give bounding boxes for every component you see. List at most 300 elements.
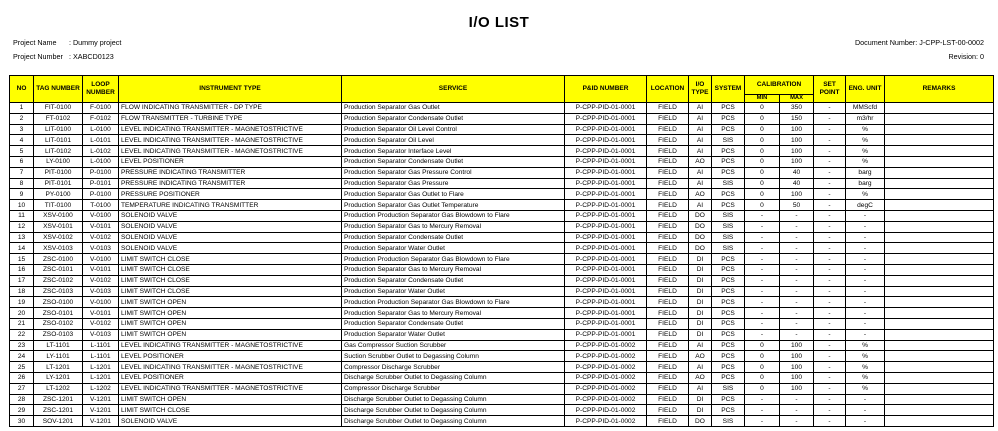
cell-system: PCS xyxy=(712,167,745,178)
cell-service: Production Separator Interface Level xyxy=(342,146,565,157)
cell-pid-number: P-CPP-PID-01-0001 xyxy=(565,178,647,189)
cell-pid-number: P-CPP-PID-01-0001 xyxy=(565,254,647,265)
cell-instrument-type: FLOW INDICATING TRANSMITTER - DP TYPE xyxy=(119,103,342,114)
cell-set-point: - xyxy=(814,372,846,383)
cell-location: FIELD xyxy=(647,394,689,405)
table-row xyxy=(10,318,994,329)
cell-cal-min: - xyxy=(745,210,780,221)
cell-cal-min: - xyxy=(745,405,780,416)
cell-instrument-type: LEVEL POSITIONER xyxy=(119,372,342,383)
cell-cal-max: 150 xyxy=(780,113,814,124)
cell-pid-number: P-CPP-PID-01-0002 xyxy=(565,340,647,351)
cell-cal-max: 100 xyxy=(780,135,814,146)
header-remarks: REMARKS xyxy=(885,76,994,103)
cell-location: FIELD xyxy=(647,221,689,232)
cell-loop-number: V-0100 xyxy=(83,254,119,265)
cell-cal-min: - xyxy=(745,275,780,286)
table-row xyxy=(10,156,994,167)
cell-eng-unit: % xyxy=(846,189,885,200)
cell-io-type: DO xyxy=(689,243,712,254)
cell-loop-number: F-0100 xyxy=(83,103,119,114)
cell-eng-unit: - xyxy=(846,318,885,329)
cell-eng-unit: - xyxy=(846,416,885,427)
table-row xyxy=(10,254,994,265)
cell-service: Production Separator Gas to Mercury Removal xyxy=(342,308,565,319)
cell-loop-number: V-0102 xyxy=(83,318,119,329)
cell-remarks xyxy=(885,416,994,427)
cell-cal-min: 0 xyxy=(745,135,780,146)
cell-instrument-type: LIMIT SWITCH CLOSE xyxy=(119,286,342,297)
table-row xyxy=(10,146,994,157)
cell-io-type: AI xyxy=(689,167,712,178)
cell-cal-max: - xyxy=(780,254,814,265)
cell-loop-number: P-0101 xyxy=(83,178,119,189)
cell-remarks xyxy=(885,135,994,146)
cell-location: FIELD xyxy=(647,113,689,124)
cell-no: 29 xyxy=(10,405,34,416)
cell-tag-number: ZSC-0100 xyxy=(34,254,83,265)
cell-tag-number: LT-1101 xyxy=(34,340,83,351)
cell-instrument-type: LIMIT SWITCH CLOSE xyxy=(119,275,342,286)
cell-service: Discharge Scrubber Outlet to Degassing Column xyxy=(342,405,565,416)
cell-system: PCS xyxy=(712,275,745,286)
cell-tag-number: PIT-0101 xyxy=(34,178,83,189)
cell-cal-min: - xyxy=(745,318,780,329)
cell-location: FIELD xyxy=(647,297,689,308)
cell-io-type: AI xyxy=(689,146,712,157)
cell-pid-number: P-CPP-PID-01-0002 xyxy=(565,383,647,394)
cell-loop-number: L-1101 xyxy=(83,351,119,362)
cell-no: 7 xyxy=(10,167,34,178)
cell-loop-number: V-0101 xyxy=(83,221,119,232)
cell-eng-unit: - xyxy=(846,308,885,319)
cell-service: Discharge Scrubber Outlet to Degassing Column xyxy=(342,416,565,427)
cell-io-type: DI xyxy=(689,405,712,416)
cell-instrument-type: PRESSURE INDICATING TRANSMITTER xyxy=(119,178,342,189)
cell-no: 19 xyxy=(10,297,34,308)
cell-location: FIELD xyxy=(647,254,689,265)
cell-remarks xyxy=(885,329,994,340)
cell-cal-max: 100 xyxy=(780,189,814,200)
cell-cal-max: - xyxy=(780,405,814,416)
cell-pid-number: P-CPP-PID-01-0001 xyxy=(565,124,647,135)
cell-remarks xyxy=(885,200,994,211)
cell-cal-max: 100 xyxy=(780,340,814,351)
cell-eng-unit: % xyxy=(846,156,885,167)
cell-remarks xyxy=(885,372,994,383)
cell-remarks xyxy=(885,286,994,297)
cell-no: 30 xyxy=(10,416,34,427)
cell-system: PCS xyxy=(712,318,745,329)
cell-remarks xyxy=(885,232,994,243)
cell-remarks xyxy=(885,254,994,265)
cell-eng-unit: - xyxy=(846,254,885,265)
cell-no: 22 xyxy=(10,329,34,340)
cell-tag-number: XSV-0100 xyxy=(34,210,83,221)
cell-pid-number: P-CPP-PID-01-0001 xyxy=(565,264,647,275)
cell-io-type: AI xyxy=(689,200,712,211)
cell-io-type: AI xyxy=(689,124,712,135)
cell-tag-number: PIT-0100 xyxy=(34,167,83,178)
cell-system: SIS xyxy=(712,210,745,221)
cell-cal-max: - xyxy=(780,394,814,405)
cell-cal-max: - xyxy=(780,221,814,232)
cell-instrument-type: LEVEL POSITIONER xyxy=(119,156,342,167)
cell-instrument-type: SOLENOID VALVE xyxy=(119,232,342,243)
cell-pid-number: P-CPP-PID-01-0001 xyxy=(565,135,647,146)
cell-cal-max: 350 xyxy=(780,103,814,114)
cell-cal-max: 40 xyxy=(780,178,814,189)
cell-tag-number: LIT-0100 xyxy=(34,124,83,135)
cell-tag-number: ZSO-0101 xyxy=(34,308,83,319)
cell-io-type: DO xyxy=(689,416,712,427)
cell-eng-unit: barg xyxy=(846,178,885,189)
cell-cal-max: 100 xyxy=(780,383,814,394)
cell-tag-number: PY-0100 xyxy=(34,189,83,200)
table-row xyxy=(10,135,994,146)
cell-io-type: DO xyxy=(689,232,712,243)
cell-service: Compressor Discharge Scrubber xyxy=(342,383,565,394)
cell-no: 9 xyxy=(10,189,34,200)
cell-loop-number: V-0102 xyxy=(83,232,119,243)
cell-remarks xyxy=(885,394,994,405)
cell-system: PCS xyxy=(712,156,745,167)
table-row xyxy=(10,329,994,340)
cell-tag-number: ZSC-0101 xyxy=(34,264,83,275)
cell-instrument-type: LEVEL INDICATING TRANSMITTER - MAGNETOSTRICTIVE xyxy=(119,340,342,351)
cell-pid-number: P-CPP-PID-01-0001 xyxy=(565,221,647,232)
cell-loop-number: F-0102 xyxy=(83,113,119,124)
cell-set-point: - xyxy=(814,232,846,243)
cell-location: FIELD xyxy=(647,103,689,114)
table-row xyxy=(10,232,994,243)
cell-remarks xyxy=(885,146,994,157)
cell-remarks xyxy=(885,275,994,286)
table-row xyxy=(10,372,994,383)
cell-service: Production Separator Gas Pressure Control xyxy=(342,167,565,178)
cell-remarks xyxy=(885,362,994,373)
cell-location: FIELD xyxy=(647,264,689,275)
cell-system: SIS xyxy=(712,243,745,254)
cell-instrument-type: SOLENOID VALVE xyxy=(119,416,342,427)
cell-system: PCS xyxy=(712,308,745,319)
cell-pid-number: P-CPP-PID-01-0001 xyxy=(565,318,647,329)
cell-remarks xyxy=(885,405,994,416)
cell-remarks xyxy=(885,156,994,167)
cell-set-point: - xyxy=(814,416,846,427)
cell-tag-number: LT-1202 xyxy=(34,383,83,394)
cell-io-type: DI xyxy=(689,318,712,329)
cell-pid-number: P-CPP-PID-01-0002 xyxy=(565,394,647,405)
cell-pid-number: P-CPP-PID-01-0001 xyxy=(565,308,647,319)
cell-cal-max: - xyxy=(780,243,814,254)
table-row xyxy=(10,383,994,394)
cell-pid-number: P-CPP-PID-01-0001 xyxy=(565,167,647,178)
cell-loop-number: V-1201 xyxy=(83,405,119,416)
document-revision: Revision: 0 xyxy=(948,52,984,61)
table-row xyxy=(10,210,994,221)
cell-cal-min: 0 xyxy=(745,189,780,200)
cell-location: FIELD xyxy=(647,383,689,394)
cell-set-point: - xyxy=(814,189,846,200)
cell-eng-unit: - xyxy=(846,286,885,297)
cell-pid-number: P-CPP-PID-01-0002 xyxy=(565,405,647,416)
cell-remarks xyxy=(885,351,994,362)
document-number: Document Number: J-CPP-LST-00-0002 xyxy=(854,38,984,47)
cell-service: Production Separator Condensate Outlet xyxy=(342,156,565,167)
cell-location: FIELD xyxy=(647,416,689,427)
cell-remarks xyxy=(885,318,994,329)
cell-io-type: AO xyxy=(689,189,712,200)
project-number-value: : XABCD0123 xyxy=(69,52,114,61)
cell-eng-unit: - xyxy=(846,210,885,221)
cell-io-type: DI xyxy=(689,329,712,340)
cell-tag-number: ZSC-1201 xyxy=(34,394,83,405)
header-system: SYSTEM xyxy=(712,76,745,103)
project-number-label: Project Number xyxy=(13,52,63,61)
cell-system: PCS xyxy=(712,103,745,114)
cell-location: FIELD xyxy=(647,243,689,254)
cell-tag-number: SOV-1201 xyxy=(34,416,83,427)
cell-set-point: - xyxy=(814,135,846,146)
cell-instrument-type: LEVEL POSITIONER xyxy=(119,351,342,362)
cell-loop-number: L-1201 xyxy=(83,362,119,373)
cell-io-type: DI xyxy=(689,254,712,265)
cell-no: 25 xyxy=(10,362,34,373)
cell-no: 14 xyxy=(10,243,34,254)
cell-io-type: DI xyxy=(689,275,712,286)
cell-location: FIELD xyxy=(647,275,689,286)
header-io-type: I/O TYPE xyxy=(689,76,712,103)
cell-no: 17 xyxy=(10,275,34,286)
cell-service: Production Production Separator Gas Blowdown to Flare xyxy=(342,254,565,265)
cell-system: PCS xyxy=(712,254,745,265)
header-tag-number: TAG NUMBER xyxy=(34,76,83,103)
cell-instrument-type: SOLENOID VALVE xyxy=(119,221,342,232)
cell-instrument-type: LEVEL INDICATING TRANSMITTER - MAGNETOSTRICTIVE xyxy=(119,146,342,157)
cell-set-point: - xyxy=(814,167,846,178)
cell-system: PCS xyxy=(712,362,745,373)
cell-eng-unit: % xyxy=(846,362,885,373)
cell-location: FIELD xyxy=(647,156,689,167)
cell-remarks xyxy=(885,113,994,124)
cell-system: PCS xyxy=(712,394,745,405)
cell-remarks xyxy=(885,167,994,178)
header-calibration: CALIBRATION xyxy=(745,76,814,95)
project-name-value: : Dummy project xyxy=(69,38,122,47)
cell-no: 27 xyxy=(10,383,34,394)
cell-set-point: - xyxy=(814,103,846,114)
cell-cal-max: 50 xyxy=(780,200,814,211)
cell-system: PCS xyxy=(712,146,745,157)
cell-tag-number: LIT-0101 xyxy=(34,135,83,146)
cell-set-point: - xyxy=(814,297,846,308)
cell-set-point: - xyxy=(814,405,846,416)
table-row xyxy=(10,189,994,200)
cell-location: FIELD xyxy=(647,318,689,329)
cell-service: Production Separator Gas Outlet to Flare xyxy=(342,189,565,200)
cell-instrument-type: LIMIT SWITCH OPEN xyxy=(119,329,342,340)
cell-no: 8 xyxy=(10,178,34,189)
cell-cal-min: - xyxy=(745,416,780,427)
cell-cal-max: 40 xyxy=(780,167,814,178)
cell-set-point: - xyxy=(814,308,846,319)
cell-system: PCS xyxy=(712,372,745,383)
cell-pid-number: P-CPP-PID-01-0001 xyxy=(565,286,647,297)
cell-system: PCS xyxy=(712,405,745,416)
cell-remarks xyxy=(885,243,994,254)
cell-tag-number: ZSC-0103 xyxy=(34,286,83,297)
cell-instrument-type: LIMIT SWITCH CLOSE xyxy=(119,264,342,275)
cell-cal-max: - xyxy=(780,264,814,275)
cell-pid-number: P-CPP-PID-01-0002 xyxy=(565,372,647,383)
cell-cal-max: 100 xyxy=(780,156,814,167)
cell-tag-number: XSV-0103 xyxy=(34,243,83,254)
cell-loop-number: V-0100 xyxy=(83,210,119,221)
table-row xyxy=(10,362,994,373)
header-loop-number: LOOP NUMBER xyxy=(83,76,119,103)
cell-instrument-type: PRESSURE POSITIONER xyxy=(119,189,342,200)
cell-eng-unit: - xyxy=(846,275,885,286)
cell-pid-number: P-CPP-PID-01-0001 xyxy=(565,297,647,308)
cell-io-type: AI xyxy=(689,103,712,114)
cell-io-type: DO xyxy=(689,221,712,232)
cell-instrument-type: LIMIT SWITCH CLOSE xyxy=(119,405,342,416)
cell-service: Compressor Discharge Scrubber xyxy=(342,362,565,373)
cell-pid-number: P-CPP-PID-01-0001 xyxy=(565,146,647,157)
cell-system: PCS xyxy=(712,264,745,275)
cell-system: SIS xyxy=(712,416,745,427)
table-row xyxy=(10,351,994,362)
table-row xyxy=(10,103,994,114)
cell-cal-max: 100 xyxy=(780,351,814,362)
cell-instrument-type: LIMIT SWITCH OPEN xyxy=(119,394,342,405)
cell-pid-number: P-CPP-PID-01-0001 xyxy=(565,275,647,286)
cell-cal-max: 100 xyxy=(780,372,814,383)
cell-set-point: - xyxy=(814,146,846,157)
cell-io-type: AO xyxy=(689,351,712,362)
cell-service: Production Separator Water Outlet xyxy=(342,286,565,297)
cell-set-point: - xyxy=(814,124,846,135)
cell-service: Production Separator Condensate Outlet xyxy=(342,318,565,329)
cell-loop-number: V-0103 xyxy=(83,286,119,297)
cell-eng-unit: % xyxy=(846,135,885,146)
cell-set-point: - xyxy=(814,210,846,221)
cell-instrument-type: LIMIT SWITCH OPEN xyxy=(119,318,342,329)
cell-location: FIELD xyxy=(647,178,689,189)
cell-tag-number: XSV-0101 xyxy=(34,221,83,232)
cell-system: SIS xyxy=(712,135,745,146)
cell-eng-unit: - xyxy=(846,329,885,340)
cell-cal-min: 0 xyxy=(745,372,780,383)
cell-cal-min: 0 xyxy=(745,113,780,124)
cell-location: FIELD xyxy=(647,210,689,221)
project-number xyxy=(13,52,114,61)
cell-tag-number: ZSC-1201 xyxy=(34,405,83,416)
cell-eng-unit: m3/hr xyxy=(846,113,885,124)
cell-pid-number: P-CPP-PID-01-0001 xyxy=(565,103,647,114)
cell-remarks xyxy=(885,264,994,275)
table-row xyxy=(10,200,994,211)
cell-remarks xyxy=(885,383,994,394)
cell-cal-max: - xyxy=(780,416,814,427)
cell-instrument-type: LEVEL INDICATING TRANSMITTER - MAGNETOSTRICTIVE xyxy=(119,362,342,373)
cell-system: PCS xyxy=(712,189,745,200)
cell-loop-number: L-0102 xyxy=(83,146,119,157)
cell-location: FIELD xyxy=(647,372,689,383)
cell-tag-number: ZSC-0102 xyxy=(34,275,83,286)
cell-pid-number: P-CPP-PID-01-0001 xyxy=(565,156,647,167)
cell-cal-min: 0 xyxy=(745,351,780,362)
cell-service: Discharge Scrubber Outlet to Degassing Column xyxy=(342,372,565,383)
cell-location: FIELD xyxy=(647,308,689,319)
cell-set-point: - xyxy=(814,243,846,254)
cell-io-type: AI xyxy=(689,340,712,351)
cell-eng-unit: - xyxy=(846,405,885,416)
cell-remarks xyxy=(885,103,994,114)
table-row xyxy=(10,124,994,135)
cell-io-type: AO xyxy=(689,372,712,383)
cell-cal-max: - xyxy=(780,318,814,329)
cell-service: Production Separator Condensate Outlet xyxy=(342,275,565,286)
project-name xyxy=(13,38,121,47)
cell-io-type: DI xyxy=(689,308,712,319)
cell-pid-number: P-CPP-PID-01-0001 xyxy=(565,329,647,340)
cell-eng-unit: - xyxy=(846,264,885,275)
header-instrument-type: INSTRUMENT TYPE xyxy=(119,76,342,103)
cell-cal-max: 100 xyxy=(780,124,814,135)
cell-remarks xyxy=(885,340,994,351)
cell-system: PCS xyxy=(712,297,745,308)
table-row xyxy=(10,394,994,405)
table-row xyxy=(10,405,994,416)
table-row xyxy=(10,340,994,351)
cell-no: 1 xyxy=(10,103,34,114)
table-row xyxy=(10,286,994,297)
cell-cal-min: - xyxy=(745,297,780,308)
cell-eng-unit: barg xyxy=(846,167,885,178)
cell-loop-number: L-0101 xyxy=(83,135,119,146)
cell-eng-unit: % xyxy=(846,340,885,351)
cell-io-type: AO xyxy=(689,156,712,167)
cell-no: 18 xyxy=(10,286,34,297)
cell-eng-unit: - xyxy=(846,243,885,254)
cell-no: 12 xyxy=(10,221,34,232)
cell-cal-max: - xyxy=(780,308,814,319)
cell-loop-number: L-1202 xyxy=(83,383,119,394)
cell-location: FIELD xyxy=(647,340,689,351)
cell-no: 2 xyxy=(10,113,34,124)
cell-system: SIS xyxy=(712,221,745,232)
cell-instrument-type: LIMIT SWITCH CLOSE xyxy=(119,254,342,265)
cell-loop-number: P-0100 xyxy=(83,189,119,200)
header-no: NO xyxy=(10,76,34,103)
cell-cal-min: 0 xyxy=(745,146,780,157)
cell-loop-number: L-0100 xyxy=(83,124,119,135)
cell-pid-number: P-CPP-PID-01-0002 xyxy=(565,362,647,373)
cell-tag-number: LY-1101 xyxy=(34,351,83,362)
cell-cal-min: - xyxy=(745,254,780,265)
table-row xyxy=(10,297,994,308)
cell-instrument-type: LIMIT SWITCH OPEN xyxy=(119,308,342,319)
cell-set-point: - xyxy=(814,394,846,405)
cell-tag-number: ZSO-0102 xyxy=(34,318,83,329)
cell-loop-number: V-0103 xyxy=(83,329,119,340)
cell-cal-min: - xyxy=(745,243,780,254)
cell-set-point: - xyxy=(814,264,846,275)
cell-cal-min: 0 xyxy=(745,200,780,211)
cell-system: SIS xyxy=(712,232,745,243)
